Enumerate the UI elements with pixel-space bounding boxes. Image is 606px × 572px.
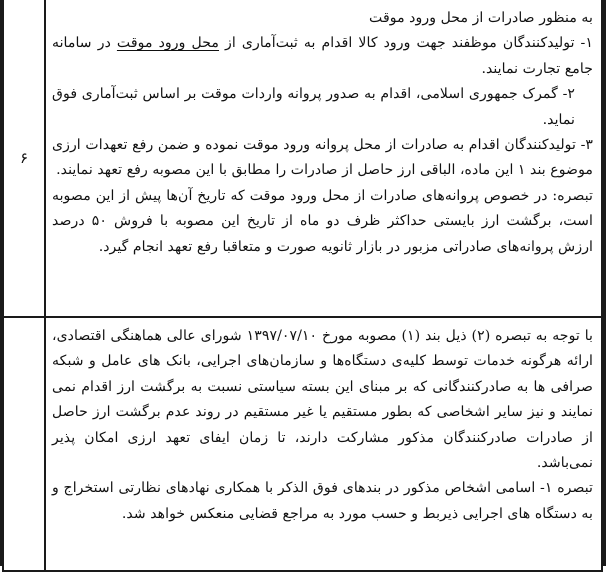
note-1: تبصره ۱- اسامی اشخاص مذکور در بندهای فوق الذکر با همکاری نهادهای نظارتی استخراج و به دستگاه های اجرایی ذیربط و حسب مورد به مراجع قضایی منعکس خواهد شد.: [52, 480, 593, 522]
row-heading: به منظور صادرات از محل ورود موقت: [369, 10, 593, 26]
row-number: ۶: [3, 0, 45, 317]
clause-2: ۲- گمرک جمهوری اسلامی، اقدام به صدور پروانه واردات موقت بر اساس ثبت‌آماری فوق نماید.: [52, 86, 575, 128]
table-row: [3, 317, 602, 571]
row-content: [45, 0, 602, 317]
row-number-empty: [3, 317, 45, 571]
note-paragraph: تبصره: در خصوص پروانه‌های صادرات از محل ورود موقت که تاریخ آن‌ها پیش از این مصوبه است، برگشت ارز بایستی حداکثر ظرف دو ماه از تاریخ این مصوبه با فروش ۵۰ درصد ارزش پروانه‌های صادراتی مزبور در بازار ثانویه صورت و متعاقبا رفع تعهد انجام گیرد.: [52, 187, 593, 255]
paragraph-1: با توجه به تبصره (۲) ذیل بند (۱) مصوبه مورخ ۱۳۹۷/۰۷/۱۰ شورای عالی هماهنگی اقتصادی، ارائه هرگونه خدمات توسط کلیه‌ی دستگاه‌ها و سازمان‌های اجرایی، بانک های عامل و شبکه صرافی ها به صادرکنندگانی که بر مبنای این بسته سیاستی نسبت به برگشت ارز اقدام نمی نمایند و نیز سایر اشخاصی که بطور مستقیم یا غیر مستقیم در روند عدم برگشت ارز حاصل از صادرات صادرکنندگان مذکور مشارکت دارند، تا زمان ایفای تعهد ارزی امکان پذیر نمی‌باشد.: [52, 328, 593, 472]
regulation-table: [2, 0, 603, 572]
table-row: [3, 0, 602, 317]
underlined-phrase: محل ورود موقت: [116, 35, 220, 52]
clause-3: ۳- تولیدکنندگان اقدام به صادرات از محل پروانه ورود موقت نموده و ضمن رفع تعهدات ارزی موضوع بند ۱ این ماده، الباقی ارز حاصل از صادرات را مطابق با این مصوبه رفع تعهد نمایند.: [52, 137, 593, 179]
clause-1: ۱- تولیدکنندگان موظفند جهت ورود کالا اقدام به ثبت‌آماری از محل ورود موقت در سامانه جامع تجارت نمایند.: [52, 35, 593, 77]
row-content: [45, 317, 602, 571]
